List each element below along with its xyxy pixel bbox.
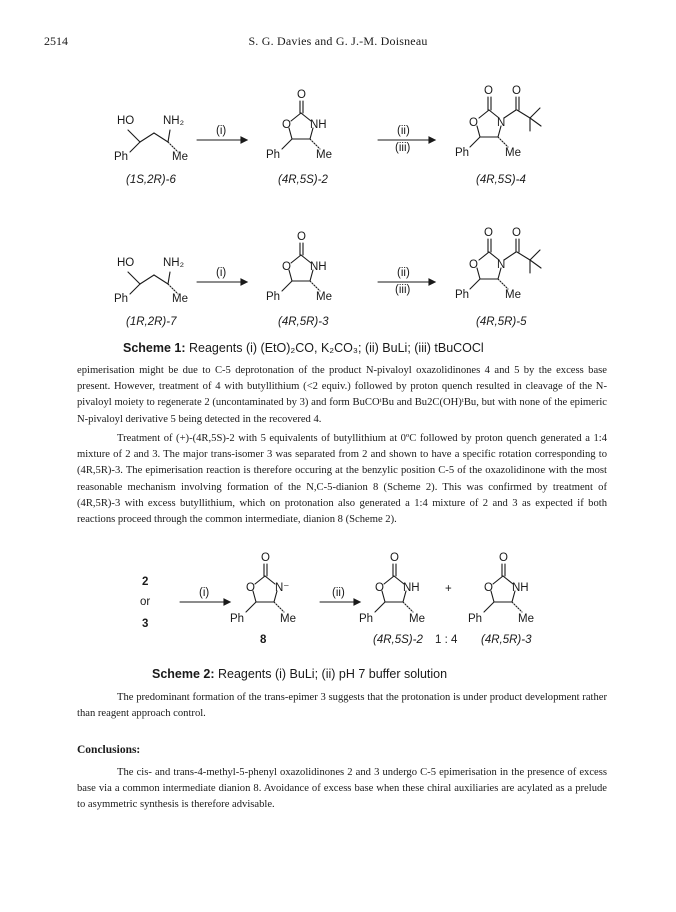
- s2-start-3: 3: [142, 618, 149, 630]
- s1r2-ph: Ph: [114, 293, 129, 305]
- conclusions-heading: Conclusions:: [77, 744, 141, 756]
- s1r2-me: Me: [172, 293, 188, 305]
- s1r1-end-n: N: [497, 117, 506, 129]
- paragraph-4-text: The cis- and trans-4-methyl-5-phenyl oxazolidinones 2 and 3 undergo C-5 epimerisation in the presence of excess base via a common intermediate dianion 8. Avoidance of excess base when these chiral auxiliaries are acylated as a prelude to asymmetric synthesis is therefore advisable.: [77, 767, 607, 811]
- s2-label-3: (4R,5R)-3: [481, 634, 532, 646]
- scheme1-caption-text: Reagents (i) (EtO)₂CO, K₂CO₃; (ii) BuLi; (iii) tBuCOCl: [185, 341, 484, 355]
- s1r1-mid-me: Me: [316, 149, 332, 161]
- s1r2-label-3: (4R,5R)-3: [278, 316, 329, 328]
- s2-dianion-o: O: [246, 582, 255, 594]
- s1r2-end-o: O: [469, 259, 478, 271]
- s1r2-arrow2-top: (ii): [397, 267, 410, 279]
- scheme1-caption-label: Scheme 1:: [123, 341, 186, 355]
- s1r1-ph: Ph: [114, 151, 129, 163]
- s1r1-ho: HO: [117, 115, 135, 127]
- s2-ratio: 1 : 4: [435, 634, 458, 646]
- s1r1-label-6: (1S,2R)-6: [126, 174, 176, 186]
- n-pivaloyl-4-structure: [470, 97, 541, 147]
- s2-start-2: 2: [142, 576, 149, 588]
- s2-dianion-topo: O: [261, 552, 270, 564]
- s1r1-end-topo2: O: [512, 85, 521, 97]
- s1r2-end-topo2: O: [512, 227, 521, 239]
- s2-p1-topo: O: [390, 552, 399, 564]
- s2-p2-topo: O: [499, 552, 508, 564]
- s1r1-label-4: (4R,5S)-4: [476, 174, 526, 186]
- scheme1-caption: [123, 341, 484, 355]
- scheme2-caption-text: Reagents (i) BuLi; (ii) pH 7 buffer solution: [214, 667, 448, 681]
- s1r1-arrow1: (i): [216, 125, 227, 137]
- s2-arrow2: (ii): [332, 587, 345, 599]
- s1r2-mid-o: O: [282, 261, 291, 273]
- s1r1-end-topo1: O: [484, 85, 493, 97]
- s2-p1-nh: NH: [403, 582, 420, 594]
- s1r2-mid-ph: Ph: [266, 291, 281, 303]
- s1r1-end-me: Me: [505, 147, 521, 159]
- s2-plus: +: [445, 583, 452, 595]
- paragraph-3-text: The predominant formation of the trans-epimer 3 suggests that the protonation is under product development rather than reagent approach control.: [77, 692, 607, 720]
- paragraph-1: [77, 363, 607, 428]
- s1r2-arrow2-bottom: (iii): [395, 284, 411, 296]
- s1r1-mid-o: O: [282, 119, 291, 131]
- scheme2-caption-label: Scheme 2:: [152, 667, 215, 681]
- s1r2-ho: HO: [117, 257, 135, 269]
- paragraph-1-text: epimerisation might be due to C-5 deprotonation of the product N-pivaloyl oxazolidinones 4 and 5 by the excess base present. However, treatment of 4 with butyllithium (<2 equiv.) followed by proton quench resulted in cleavage of the N-pivaloyl moiety to regenerate 2 (uncontaminated by 3) and form BuCOᵗBu and Bu2C(OH)ᵗBu, but with none of the epimeric N-pivaloyl derivative 5 being detected in the recovered 4.: [77, 365, 607, 425]
- s2-p2-me: Me: [518, 613, 534, 625]
- s1r1-mid-ph: Ph: [266, 149, 281, 161]
- s1r2-end-ph: Ph: [455, 289, 470, 301]
- s1r1-nh2: NH₂: [163, 115, 185, 127]
- s2-arrow1: (i): [199, 587, 210, 599]
- s1r2-mid-nh: NH: [310, 261, 327, 273]
- s2-p1-ph: Ph: [359, 613, 374, 625]
- amino-alcohol-7-structure: [128, 272, 178, 294]
- s2-start-or: or: [140, 596, 151, 608]
- s1r1-mid-topo: O: [297, 89, 306, 101]
- s2-p2-o: O: [484, 582, 493, 594]
- paragraph-3: [77, 690, 607, 722]
- s1r2-mid-me: Me: [316, 291, 332, 303]
- s2-p2-ph: Ph: [468, 613, 483, 625]
- s1r2-mid-topo: O: [297, 231, 306, 243]
- s2-dianion-n: N⁻: [275, 582, 290, 594]
- paragraph-2: [77, 431, 607, 528]
- s1r1-arrow2-bottom: (iii): [395, 142, 411, 154]
- s1r1-me: Me: [172, 151, 188, 163]
- running-head: S. G. Davies and G. J.-M. Doisneau: [248, 34, 428, 48]
- scheme2-caption: [152, 667, 447, 681]
- s1r1-label-2: (4R,5S)-2: [278, 174, 328, 186]
- s2-p2-nh: NH: [512, 582, 529, 594]
- amino-alcohol-6-structure: [128, 130, 178, 152]
- s1r1-mid-nh: NH: [310, 119, 327, 131]
- paragraph-2-text: Treatment of (+)-(4R,5S)-2 with 5 equivalents of butyllithium at 0ºC followed by proton quench generated a 1:4 mixture of 2 and 3. The major trans-isomer 3 was separated from 2 and shown to have a specific rotation corresponding to (4R,5R)-3. The epimerisation reaction is therefore occuring at the benzylic position C-5 of the oxazolidinone with the most reasonable mechanism involving formation of the N,C-5-dianion 8 (Scheme 2). This was confirmed by treatment of (4R,5R)-3 with excess butyllithium, which on protonation also generated a 1:4 mixture of 2 and 3 as expected if both reactions proceed through the common intermediate, dianion 8 (Scheme 2).: [77, 433, 607, 526]
- s1r2-end-me: Me: [505, 289, 521, 301]
- n-pivaloyl-5-structure: [470, 239, 541, 289]
- s1r2-label-7: (1R,2R)-7: [126, 316, 177, 328]
- s1r2-end-topo1: O: [484, 227, 493, 239]
- s2-dianion-ph: Ph: [230, 613, 245, 625]
- paragraph-4: [77, 765, 607, 814]
- s1r2-end-n: N: [497, 259, 506, 271]
- s1r2-arrow1: (i): [216, 267, 227, 279]
- s1r2-label-5: (4R,5R)-5: [476, 316, 527, 328]
- s2-p1-me: Me: [409, 613, 425, 625]
- s1r1-arrow2-top: (ii): [397, 125, 410, 137]
- s2-dianion-me: Me: [280, 613, 296, 625]
- s1r1-end-ph: Ph: [455, 147, 470, 159]
- s2-label-2: (4R,5S)-2: [373, 634, 423, 646]
- s1r2-nh2: NH₂: [163, 257, 185, 269]
- s2-label-8: 8: [260, 634, 267, 646]
- page-number: 2514: [44, 34, 68, 48]
- s2-p1-o: O: [375, 582, 384, 594]
- s1r1-end-o: O: [469, 117, 478, 129]
